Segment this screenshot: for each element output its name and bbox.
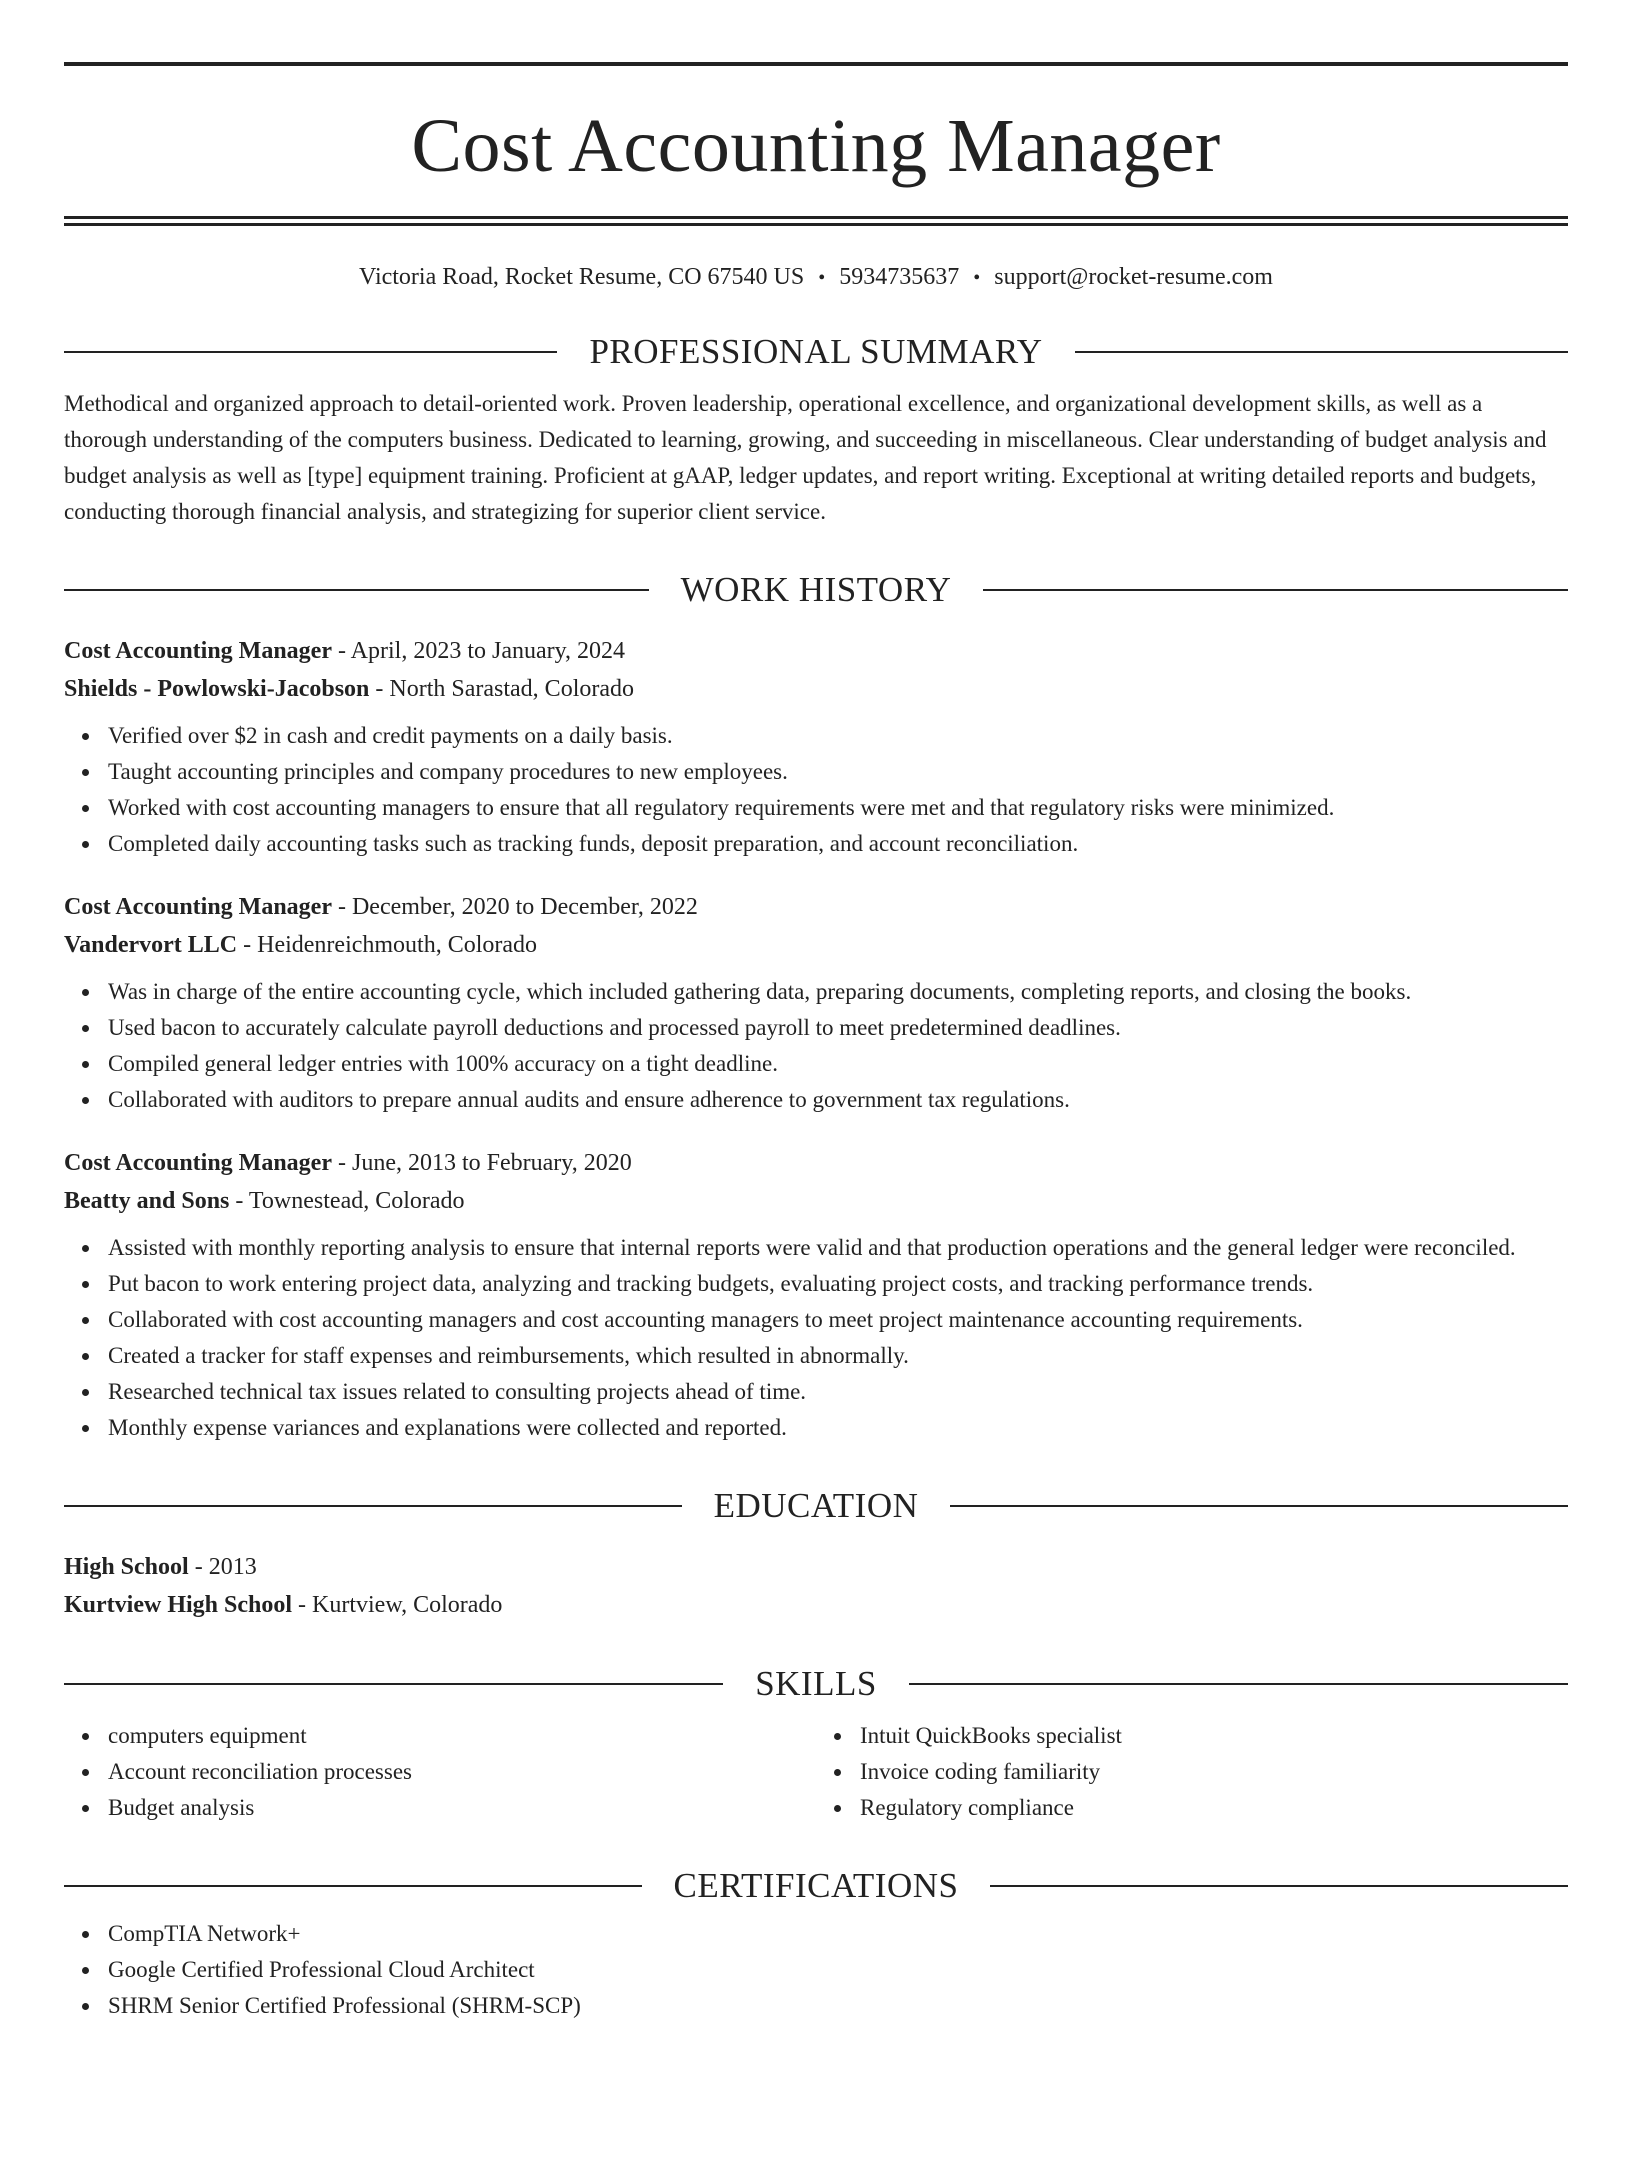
- job-bullets: [64, 974, 1568, 1118]
- certification-item: Google Certified Professional Cloud Architect: [108, 1952, 1568, 1988]
- education-year: - 2013: [188, 1554, 257, 1580]
- skill-item: Account reconciliation processes: [108, 1754, 816, 1790]
- skill-item: Regulatory compliance: [860, 1790, 1568, 1826]
- job-bullet: Researched technical tax issues related to consulting projects ahead of time.: [108, 1374, 1568, 1410]
- section-rule: [64, 1505, 682, 1507]
- job-bullets: [64, 718, 1568, 862]
- job-title: Cost Accounting Manager: [64, 894, 332, 920]
- education-degree-line: [64, 1548, 1568, 1586]
- top-rule: [64, 62, 1568, 66]
- skill-item: Budget analysis: [108, 1790, 816, 1826]
- job-bullet: Taught accounting principles and company procedures to new employees.: [108, 754, 1568, 790]
- section-title: PROFESSIONAL SUMMARY: [589, 332, 1043, 371]
- job-bullet: Verified over $2 in cash and credit payments on a daily basis.: [108, 718, 1568, 754]
- resume-page: [0, 62, 1632, 2174]
- section-title: CERTIFICATIONS: [673, 1866, 959, 1905]
- education-location: - Kurtview, Colorado: [292, 1592, 503, 1618]
- job-title-line: [64, 632, 1568, 670]
- section-title: WORK HISTORY: [680, 570, 952, 609]
- job-company-line: [64, 1182, 1568, 1220]
- job-dates: - April, 2023 to January, 2024: [331, 638, 626, 664]
- section-rule: [990, 1885, 1568, 1887]
- section-rule: [983, 589, 1568, 591]
- job-bullet: Collaborated with cost accounting managers and cost accounting managers to meet project maintenance accounting requirements.: [108, 1302, 1568, 1338]
- job-title: Cost Accounting Manager: [64, 1150, 332, 1176]
- skills-grid: [64, 1718, 1568, 1826]
- skill-item: Invoice coding familiarity: [860, 1754, 1568, 1790]
- section-rule: [64, 589, 649, 591]
- job-entry: [64, 632, 1568, 862]
- contact-separator: •: [973, 267, 981, 289]
- section-rule: [64, 1683, 723, 1685]
- certification-item: SHRM Senior Certified Professional (SHRM-SCP): [108, 1988, 1568, 2024]
- skill-item: computers equipment: [108, 1718, 816, 1754]
- section-header-certifications: [64, 1866, 1568, 1906]
- skill-item: Intuit QuickBooks specialist: [860, 1718, 1568, 1754]
- job-location: - Townestead, Colorado: [229, 1188, 465, 1214]
- education-entry: [64, 1548, 1568, 1624]
- skills-column-left: [64, 1718, 816, 1826]
- certifications-list: [64, 1916, 1568, 2024]
- section-header-education: [64, 1486, 1568, 1526]
- job-company-line: [64, 926, 1568, 964]
- job-title-line: [64, 888, 1568, 926]
- job-bullet: Worked with cost accounting managers to ensure that all regulatory requirements were met and that regulatory risks were minimized.: [108, 790, 1568, 826]
- contact-address: Victoria Road, Rocket Resume, CO 67540 US: [359, 264, 805, 290]
- contact-email: support@rocket-resume.com: [994, 264, 1273, 290]
- section-title: EDUCATION: [713, 1486, 919, 1525]
- job-entry: [64, 888, 1568, 1118]
- job-dates: - June, 2013 to February, 2020: [331, 1150, 632, 1176]
- job-bullet: Collaborated with auditors to prepare annual audits and ensure adherence to government tax regulations.: [108, 1082, 1568, 1118]
- title-double-rule: [64, 216, 1568, 226]
- job-title-line: [64, 1144, 1568, 1182]
- contact-line: [64, 262, 1568, 292]
- section-header-skills: [64, 1664, 1568, 1704]
- education-school-line: [64, 1586, 1568, 1624]
- contact-phone: 5934735637: [839, 264, 960, 290]
- job-bullets: [64, 1230, 1568, 1446]
- job-company: Vandervort LLC: [64, 932, 238, 958]
- resume-title: Cost Accounting Manager: [411, 104, 1221, 188]
- job-company-line: [64, 670, 1568, 708]
- section-header-summary: [64, 332, 1568, 372]
- job-bullet: Used bacon to accurately calculate payroll deductions and processed payroll to meet predetermined deadlines.: [108, 1010, 1568, 1046]
- section-header-work-history: [64, 570, 1568, 610]
- certification-item: CompTIA Network+: [108, 1916, 1568, 1952]
- summary-text: Methodical and organized approach to detail-oriented work. Proven leadership, operational excellence, and organizational development skills, as well as a thorough understanding of the computers business. Dedicated to learning, growing, and succeeding in miscellaneous. Clear understanding of budget analysis and budget analysis as well as [type] equipment training. Proficient at gAAP, ledger updates, and report writing. Exceptional at writing detailed reports and budgets, conducting thorough financial analysis, and strategizing for superior client service.: [64, 391, 1547, 524]
- section-title: SKILLS: [755, 1664, 877, 1703]
- education-degree: High School: [64, 1554, 189, 1580]
- job-location: - Heidenreichmouth, Colorado: [237, 932, 538, 958]
- job-company: Shields - Powlowski-Jacobson: [64, 676, 370, 702]
- job-company: Beatty and Sons: [64, 1188, 230, 1214]
- job-entry: [64, 1144, 1568, 1446]
- job-bullet: Monthly expense variances and explanations were collected and reported.: [108, 1410, 1568, 1446]
- section-rule: [64, 1885, 642, 1887]
- section-rule: [64, 351, 557, 353]
- job-bullet: Assisted with monthly reporting analysis to ensure that internal reports were valid and that production operations and the general ledger were reconciled.: [108, 1230, 1568, 1266]
- education-school: Kurtview High School: [64, 1592, 293, 1618]
- job-bullet: Completed daily accounting tasks such as tracking funds, deposit preparation, and account reconciliation.: [108, 826, 1568, 862]
- job-title: Cost Accounting Manager: [64, 638, 332, 664]
- job-bullet: Created a tracker for staff expenses and reimbursements, which resulted in abnormally.: [108, 1338, 1568, 1374]
- job-location: - North Sarastad, Colorado: [369, 676, 634, 702]
- skills-column-right: [816, 1718, 1568, 1826]
- section-rule: [950, 1505, 1568, 1507]
- job-dates: - December, 2020 to December, 2022: [331, 894, 698, 920]
- contact-separator: •: [818, 267, 826, 289]
- job-bullet: Put bacon to work entering project data, analyzing and tracking budgets, evaluating project costs, and tracking performance trends.: [108, 1266, 1568, 1302]
- section-rule: [909, 1683, 1568, 1685]
- job-bullet: Was in charge of the entire accounting cycle, which included gathering data, preparing documents, completing reports, and closing the books.: [108, 974, 1568, 1010]
- section-rule: [1075, 351, 1568, 353]
- job-bullet: Compiled general ledger entries with 100% accuracy on a tight deadline.: [108, 1046, 1568, 1082]
